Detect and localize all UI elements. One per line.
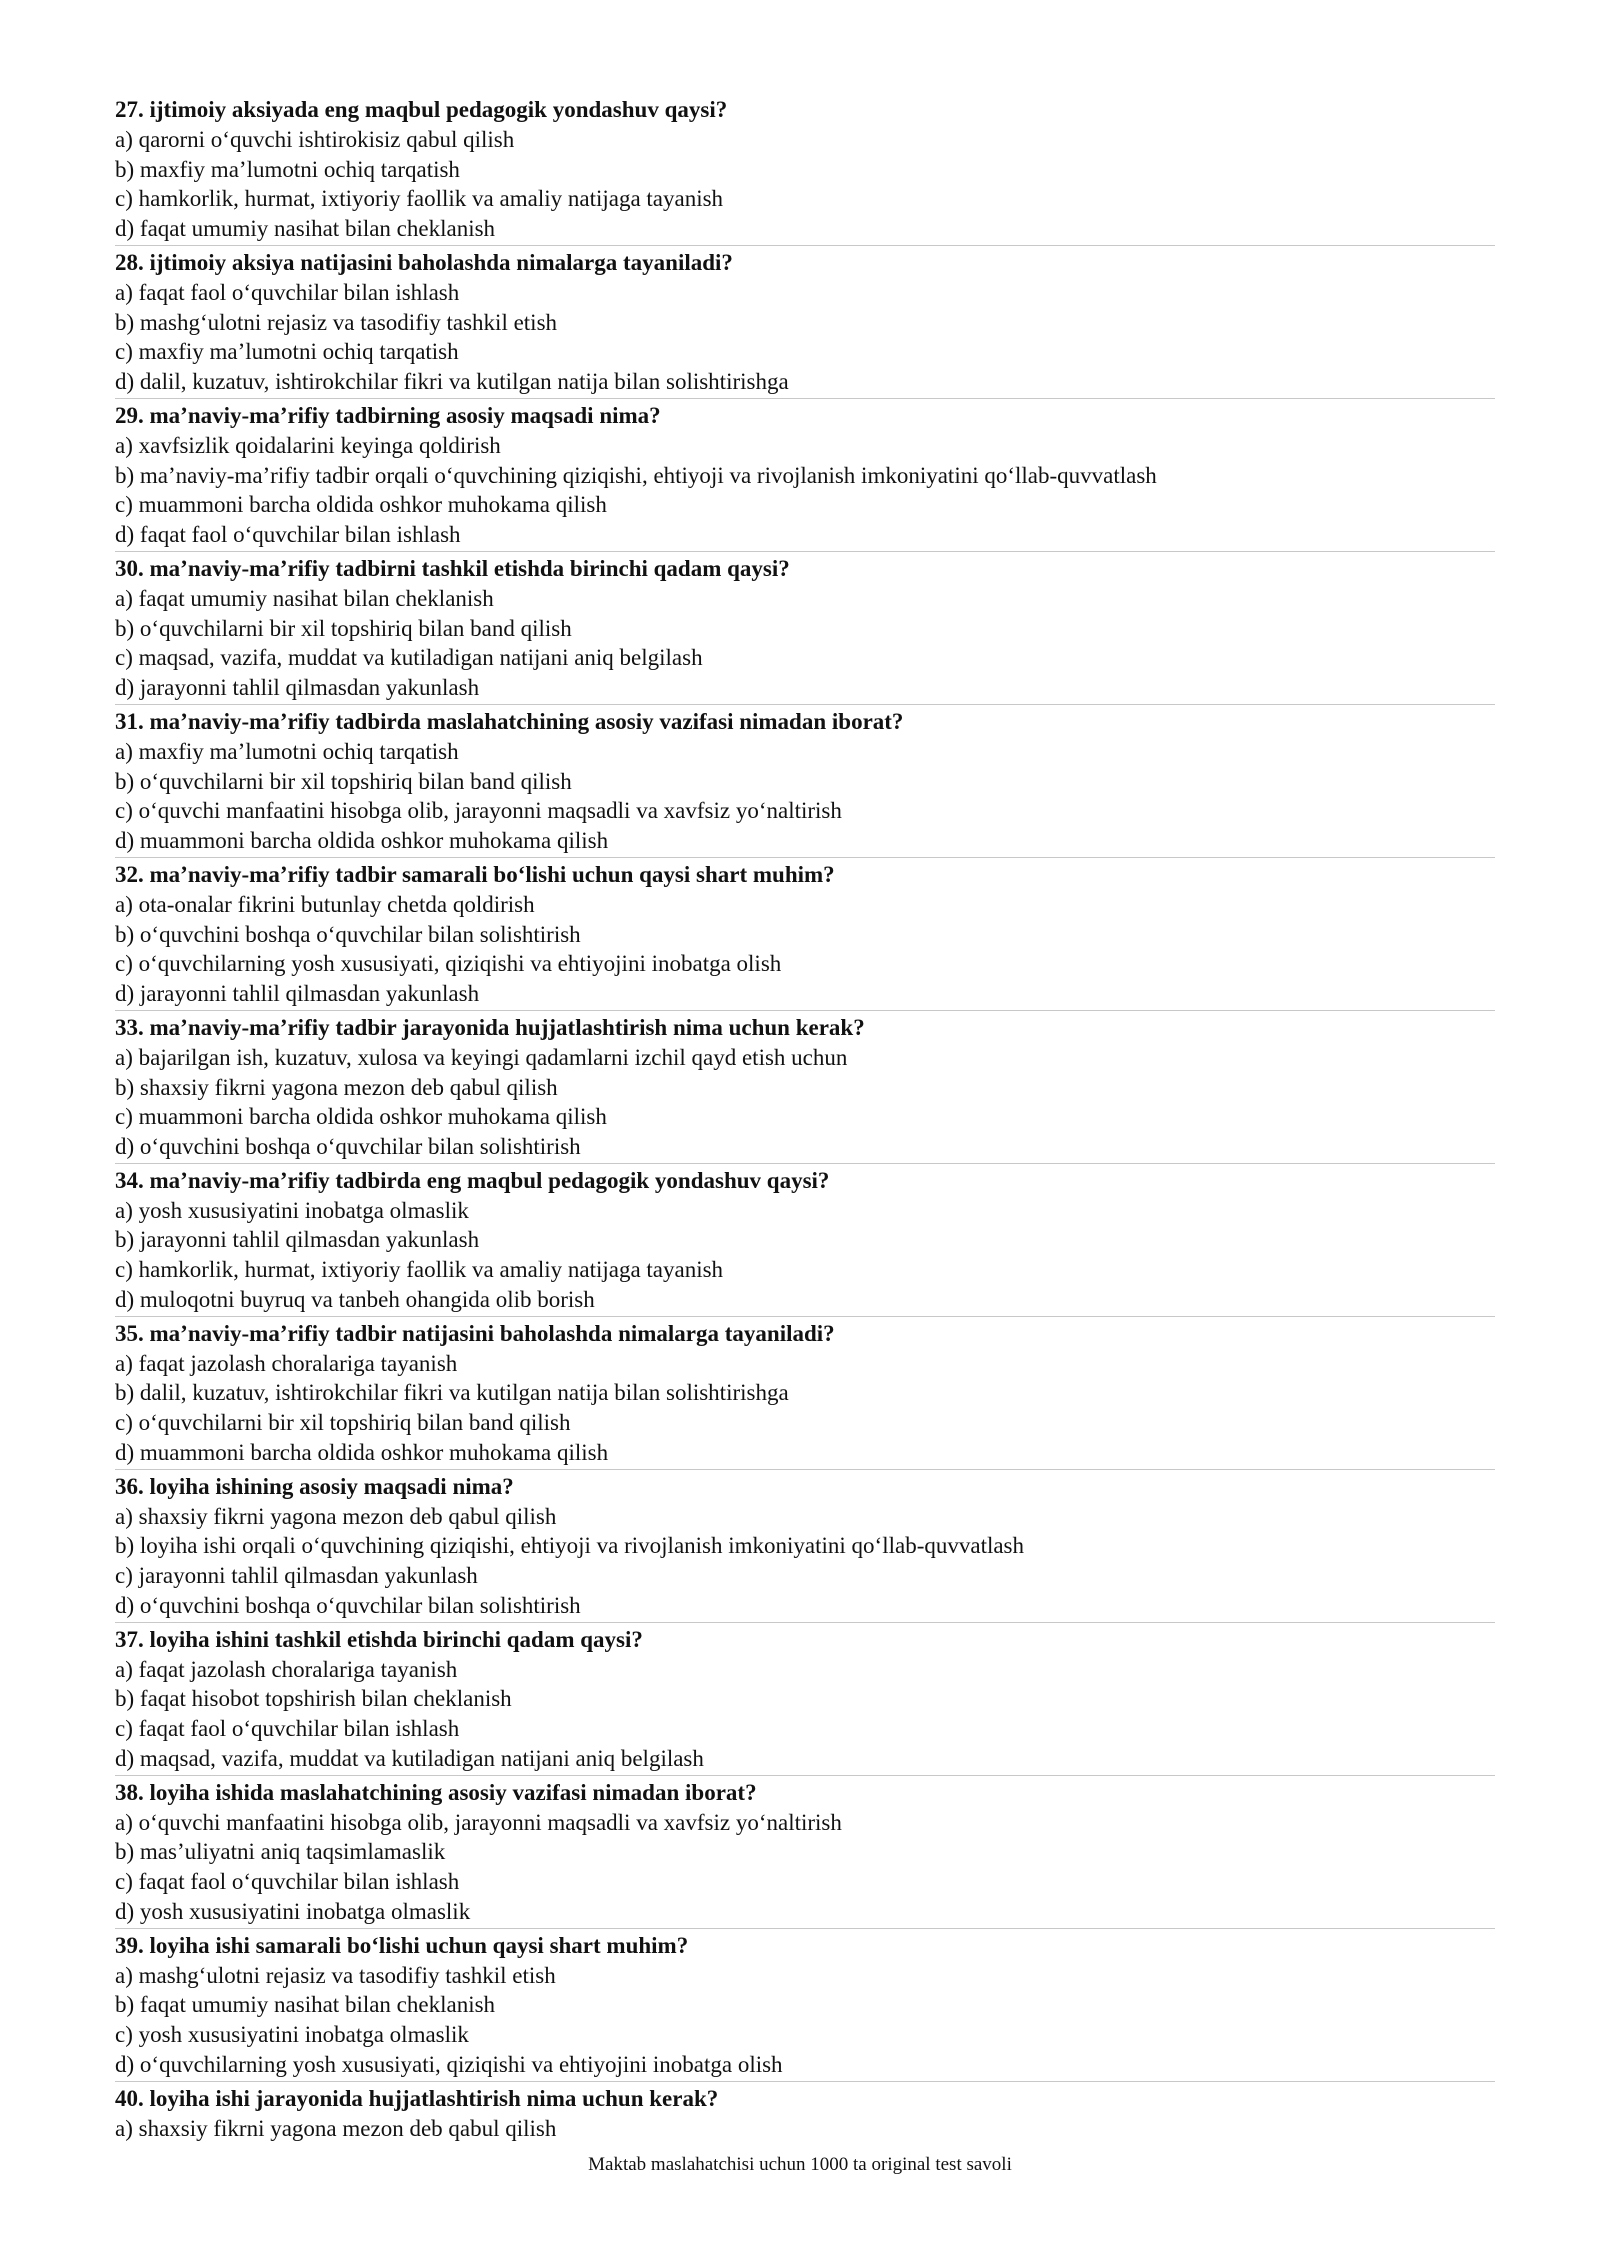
answer-option: c) o‘quvchilarning yosh xususiyati, qiziqishi va ehtiyojini inobatga olish [115, 951, 782, 977]
answer-option: a) faqat faol o‘quvchilar bilan ishlash [115, 279, 460, 305]
question-title: 31. ma’naviy-ma’rifiy tadbirda maslahatchining asosiy vazifasi nimadan iborat? [115, 708, 904, 734]
question-block [115, 401, 1495, 552]
question-title: 29. ma’naviy-ma’rifiy tadbirning asosiy maqsadi nima? [115, 402, 661, 428]
answer-option: b) jarayonni tahlil qilmasdan yakunlash [115, 1227, 480, 1253]
answer-option: d) muloqotni buyruq va tanbeh ohangida olib borish [115, 1287, 595, 1313]
answer-option: a) faqat jazolash choralariga tayanish [115, 1656, 458, 1682]
answer-option: a) xavfsizlik qoidalarini keyinga qoldirish [115, 432, 501, 458]
test-document [115, 95, 1495, 2146]
answer-option: a) maxfiy ma’lumotni ochiq tarqatish [115, 738, 459, 764]
answer-option: d) o‘quvchilarning yosh xususiyati, qiziqishi va ehtiyojini inobatga olish [115, 2052, 783, 2077]
question-block [115, 860, 1495, 1011]
answer-option: a) qarorni o‘quvchi ishtirokisiz qabul qilish [115, 126, 515, 152]
answer-option: a) yosh xususiyatini inobatga olmaslik [115, 1197, 469, 1223]
question-title: 36. loyiha ishining asosiy maqsadi nima? [115, 1473, 514, 1499]
question-block [115, 1472, 1495, 1623]
answer-option: c) maxfiy ma’lumotni ochiq tarqatish [115, 339, 459, 365]
answer-options [115, 1349, 1495, 1468]
answer-option: d) o‘quvchini boshqa o‘quvchilar bilan solishtirish [115, 1593, 581, 1619]
question-block [115, 1166, 1495, 1317]
question-title: 27. ijtimoiy aksiyada eng maqbul pedagogik yondashuv qaysi? [115, 97, 728, 122]
question-title: 33. ma’naviy-ma’rifiy tadbir jarayonida hujjatlashtirish nima uchun kerak? [115, 1014, 865, 1040]
answer-option: c) faqat faol o‘quvchilar bilan ishlash [115, 1869, 460, 1895]
question-block [115, 1625, 1495, 1776]
answer-options [115, 1808, 1495, 1927]
question-block [115, 707, 1495, 858]
question-block [115, 1319, 1495, 1470]
answer-option: c) o‘quvchi manfaatini hisobga olib, jarayonni maqsadli va xavfsiz yo‘naltirish [115, 798, 842, 824]
answer-option: b) mas’uliyatni aniq taqsimlamaslik [115, 1839, 446, 1865]
question-block [115, 248, 1495, 399]
answer-options [115, 2114, 1495, 2144]
question-block [115, 1931, 1495, 2082]
answer-option: a) faqat umumiy nasihat bilan cheklanish [115, 585, 494, 611]
answer-option: c) maqsad, vazifa, muddat va kutiladigan natijani aniq belgilash [115, 645, 703, 671]
answer-option: d) muammoni barcha oldida oshkor muhokama qilish [115, 1440, 609, 1466]
answer-options [115, 1043, 1495, 1162]
answer-option: c) faqat faol o‘quvchilar bilan ishlash [115, 1716, 460, 1742]
answer-option: b) shaxsiy fikrni yagona mezon deb qabul qilish [115, 1074, 558, 1100]
answer-option: c) yosh xususiyatini inobatga olmaslik [115, 2022, 469, 2048]
answer-options [115, 1961, 1495, 2080]
answer-option: c) hamkorlik, hurmat, ixtiyoriy faollik va amaliy natijaga tayanish [115, 186, 724, 212]
answer-option: b) o‘quvchilarni bir xil topshiriq bilan band qilish [115, 768, 572, 794]
answer-option: b) faqat umumiy nasihat bilan cheklanish [115, 1992, 496, 2018]
question-block [115, 95, 1495, 246]
answer-option: d) muammoni barcha oldida oshkor muhokama qilish [115, 828, 609, 854]
answer-options [115, 890, 1495, 1009]
question-block [115, 1778, 1495, 1929]
question-title: 38. loyiha ishida maslahatchining asosiy vazifasi nimadan iborat? [115, 1779, 757, 1805]
answer-option: b) ma’naviy-ma’rifiy tadbir orqali o‘quvchining qiziqishi, ehtiyoji va rivojlanish imkoniyatini qo‘llab-quvvatlash [115, 462, 1157, 488]
answer-option: b) dalil, kuzatuv, ishtirokchilar fikri va kutilgan natija bilan solishtirishga [115, 1380, 789, 1406]
answer-option: a) bajarilgan ish, kuzatuv, xulosa va keyingi qadamlarni izchil qayd etish uchun [115, 1044, 848, 1070]
answer-options [115, 278, 1495, 397]
answer-options [115, 125, 1495, 244]
question-title: 35. ma’naviy-ma’rifiy tadbir natijasini baholashda nimalarga tayaniladi? [115, 1320, 835, 1346]
answer-option: c) muammoni barcha oldida oshkor muhokama qilish [115, 1104, 607, 1130]
answer-option: d) yosh xususiyatini inobatga olmaslik [115, 1899, 471, 1925]
answer-option: b) o‘quvchilarni bir xil topshiriq bilan band qilish [115, 615, 572, 641]
answer-option: a) ota-onalar fikrini butunlay chetda qoldirish [115, 891, 535, 917]
answer-option: b) o‘quvchini boshqa o‘quvchilar bilan solishtirish [115, 921, 581, 947]
answer-option: a) shaxsiy fikrni yagona mezon deb qabul qilish [115, 1503, 557, 1529]
answer-option: d) faqat umumiy nasihat bilan cheklanish [115, 216, 496, 242]
answer-options [115, 1502, 1495, 1621]
answer-option: c) jarayonni tahlil qilmasdan yakunlash [115, 1563, 478, 1589]
answer-option: d) o‘quvchini boshqa o‘quvchilar bilan solishtirish [115, 1134, 581, 1160]
answer-option: b) faqat hisobot topshirish bilan cheklanish [115, 1686, 512, 1712]
answer-option: c) o‘quvchilarni bir xil topshiriq bilan band qilish [115, 1410, 571, 1436]
answer-option: a) o‘quvchi manfaatini hisobga olib, jarayonni maqsadli va xavfsiz yo‘naltirish [115, 1809, 842, 1835]
question-title: 39. loyiha ishi samarali bo‘lishi uchun qaysi shart muhim? [115, 1932, 689, 1958]
answer-option: d) faqat faol o‘quvchilar bilan ishlash [115, 522, 461, 548]
question-block [115, 1013, 1495, 1164]
answer-option: d) jarayonni tahlil qilmasdan yakunlash [115, 675, 480, 701]
question-title: 32. ma’naviy-ma’rifiy tadbir samarali bo‘lishi uchun qaysi shart muhim? [115, 861, 835, 887]
answer-option: a) faqat jazolash choralariga tayanish [115, 1350, 458, 1376]
answer-options [115, 431, 1495, 550]
question-block [115, 2084, 1495, 2145]
answer-option: b) mashg‘ulotni rejasiz va tasodifiy tashkil etish [115, 309, 558, 335]
question-title: 34. ma’naviy-ma’rifiy tadbirda eng maqbul pedagogik yondashuv qaysi? [115, 1167, 830, 1193]
answer-options [115, 1196, 1495, 1315]
answer-option: a) mashg‘ulotni rejasiz va tasodifiy tashkil etish [115, 1962, 556, 1988]
answer-options [115, 1655, 1495, 1774]
answer-option: b) maxfiy ma’lumotni ochiq tarqatish [115, 156, 460, 182]
question-title: 37. loyiha ishini tashkil etishda birinchi qadam qaysi? [115, 1626, 643, 1652]
answer-option: d) maqsad, vazifa, muddat va kutiladigan natijani aniq belgilash [115, 1746, 704, 1772]
answer-option: d) dalil, kuzatuv, ishtirokchilar fikri va kutilgan natija bilan solishtirishga [115, 369, 789, 395]
question-title: 40. loyiha ishi jarayonida hujjatlashtirish nima uchun kerak? [115, 2085, 719, 2111]
answer-option: a) shaxsiy fikrni yagona mezon deb qabul qilish [115, 2115, 557, 2141]
answer-option: c) hamkorlik, hurmat, ixtiyoriy faollik va amaliy natijaga tayanish [115, 1257, 724, 1283]
page-footer: Maktab maslahatchisi uchun 1000 ta original test savoli [588, 2154, 1012, 2175]
question-title: 30. ma’naviy-ma’rifiy tadbirni tashkil etishda birinchi qadam qaysi? [115, 555, 790, 581]
answer-options [115, 584, 1495, 703]
question-title: 28. ijtimoiy aksiya natijasini baholashda nimalarga tayaniladi? [115, 249, 733, 275]
answer-option: b) loyiha ishi orqali o‘quvchining qiziqishi, ehtiyoji va rivojlanish imkoniyatini qo‘llab-quvvatlash [115, 1533, 1025, 1559]
answer-option: c) muammoni barcha oldida oshkor muhokama qilish [115, 492, 607, 518]
question-block [115, 554, 1495, 705]
answer-option: d) jarayonni tahlil qilmasdan yakunlash [115, 981, 480, 1007]
answer-options [115, 737, 1495, 856]
